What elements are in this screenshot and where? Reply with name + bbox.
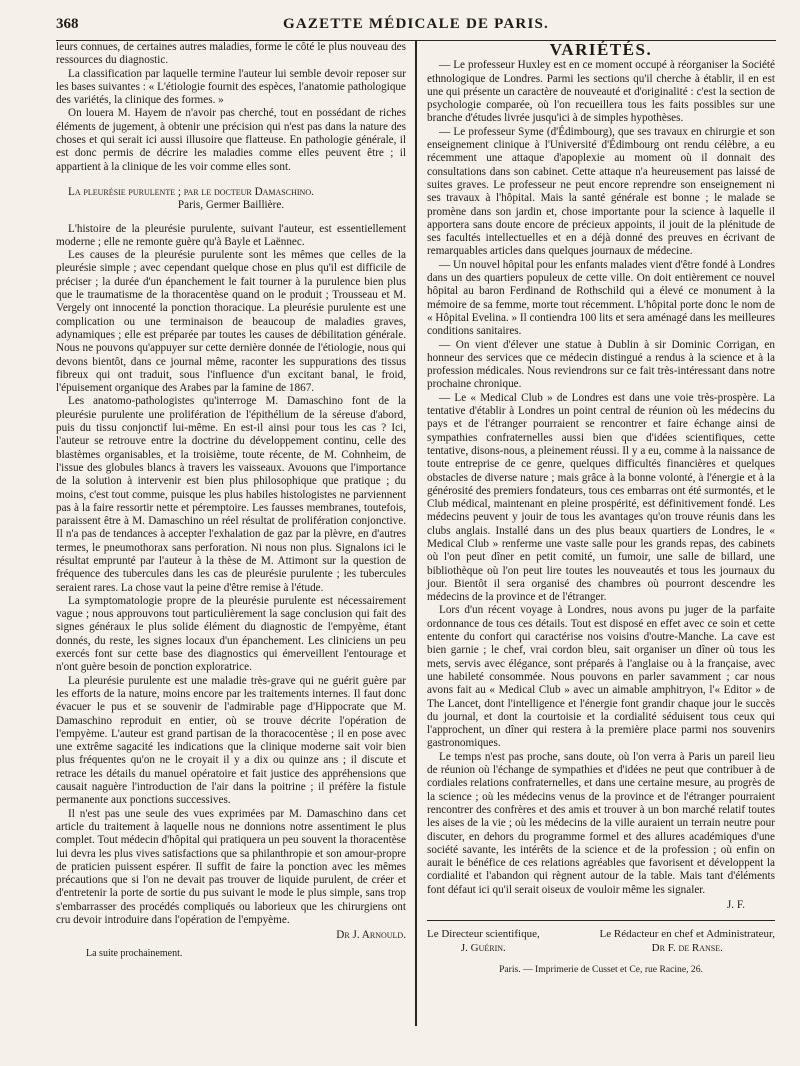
editor-left <box>427 927 540 955</box>
right-column <box>420 41 775 1026</box>
news-paragraph: — Un nouvel hôpital pour les enfants malades vient d'être fondé à Londres dans un des quartiers populeux de cette ville. On doit entièrement ce nouvel hôpital au baron Ferdinand de Rothschild qui a élevé ce monument à la mémoire de sa femme, morte tout récemment. L'hôpital porte donc le nom de « Hôpital Evelina. » Il contiendra 100 lits et sera aménagé dans les meilleures conditions sanitaires. <box>427 258 775 338</box>
news-paragraph: Lors d'un récent voyage à Londres, nous avons pu juger de la parfaite ordonnance de tous ces détails. Tout est disposé en effet avec ce soin et cette entente du confort qui caractérise nos voisins d'outre-Manche. La cave est bien garnie ; le chef, vrai cordon bleu, sait organiser un dîner où tous les mets, servis avec élégance, sont préparés à l'anglaise ou à la française, avec une habileté consommée. Nous pouvons en parler savamment ; car nous avons fait au « Medical Club » avec un aimable amphitryon, l'« Editor » de The Lancet, dont l'intelligence et l'énergie font grandir chaque jour le succès du journal, et dont la courtoisie et la cordialité séduisent tous ceux qui l'approchent, un dîner qui restera à la première place parmi nos souvenirs gastronomiques. <box>427 604 775 750</box>
review-paragraph: Les anatomo-pathologistes qu'interroge M. Damaschino font de la pleurésie purulente une prolifération de l'épithélium de la séreuse d'abord, puis du tissu conjonctif lui-même. En est-il ainsi pour tous les cas ? Ici, l'auteur se retrouve entre la doctrine du développement continu, celle des blastèmes organisables, et la troisième, toute récente, de M. Cohnheim, de l'issue des globules blancs à travers les vaisseaux. Avouons que l'importance de la solution à intervenir est bien plus philosophique que pratique ; du moins, c'est tout comme, puisque les plus habiles histologistes ne parviennent pas à la faire ressortir nette et péremptoire. Les fausses membranes, toutefois, paraissent être à M. Damaschino un réel résultat de prolifération conjonctive. Il n'a pas de tendances à accepter l'exhalation de gaz par la plèvre, en d'autres termes, le pneumothorax sans perforation. Ni nous non plus. Signalons ici le résultat emprunté par l'auteur à la thèse de M. Attimont sur la question de fréquence des tubercules dans les cas de pleurésie purulente ; les tubercules seraient rares. La chose vaut la peine d'être remise à l'étude. <box>56 395 406 594</box>
review-paragraph: La symptomatologie propre de la pleurésie purulente est nécessairement vague ; nous approuvons tout particulièrement la sage conclusion qui fait des signes généraux le plus solide élément du diagnostic de l'empyème, étant donnés, du reste, les signes locaux d'un épanchement. Les cliniciens un peu exercés font sur cette base des diagnostics qui émerveillent l'entourage et n'ont guère besoin de ponction exploratrice. <box>56 594 406 674</box>
news-paragraph: — Le professeur Huxley est en ce moment occupé à réorganiser la Société ethnologique de Londres. Parmi les sections qu'il cherche à établir, il en est une qui présente un caractère de nouveauté et d'originalité : c'est la section de psychologie comparée, où l'on recueillera tous les faits possibles sur une branche d'études livrée jusqu'ici à de simples hypothèses. <box>427 59 775 125</box>
editor-right-name: Dr F. de Ranse. <box>651 942 723 955</box>
section-title: VARIÉTÉS. <box>549 41 653 59</box>
journal-title: GAZETTE MÉDICALE DE PARIS. <box>283 16 549 32</box>
continued-note: La suite prochainement. <box>86 947 183 959</box>
editors-block <box>427 927 775 955</box>
intro-paragraph: leurs connues, de certaines autres maladies, forme le côté le plus nouveau des ressources du diagnostic. <box>56 41 406 67</box>
intro-paragraph: On louera M. Hayem de n'avoir pas cherché, tout en possédant de riches éléments de jugement, à obtenir une précision qui n'est pas dans la nature des choses et qui serait ici aussi illusoire que flatteuse. En pathologie générale, il est donc permis de décrire les maladies comme elles peuvent être ; il appartient à la clinique de les voir comme elles sont. <box>56 107 406 173</box>
review-paragraph: L'histoire de la pleurésie purulente, suivant l'auteur, est essentiellement moderne ; elle ne remonte guère qu'à Bayle et Laënnec. <box>56 222 406 248</box>
review-paragraph: Il n'est pas une seule des vues exprimées par M. Damaschino dans cet article du traitement à laquelle nous ne donnions notre assentiment le plus complet. Tout médecin d'hôpital qui pratiquera un peu souvent la thoracentèse lui devra les plus vives satisfactions que sa philanthropie et son amour-propre de praticien puissent espérer. Il suffit de faire la ponction avec les mêmes précautions que si l'on ne devait pas trouver de liquide purulent, de créer et d'entretenir la porte de sortie du pus suivant le mode le plus simple, sans trop s'embarrasser des procédés compliqués ou laborieux que les chirurgiens ont cru devoir introduire dans l'opération de l'empyème. <box>56 807 406 926</box>
editor-left-role: Le Directeur scientifique, <box>427 928 540 941</box>
editor-left-name: J. Guérin. <box>460 942 506 955</box>
page-number: 368 <box>56 16 79 32</box>
author-signature: Dr J. Arnould. <box>336 929 406 942</box>
intro-paragraph: La classification par laquelle termine l'auteur lui semble devoir reposer sur les bases suivantes : « L'étiologie fournit des espèces, l'anatomie pathologique des variétés, la clinique des formes. » <box>56 67 406 107</box>
review-title <box>56 186 406 199</box>
editor-right-role: Le Rédacteur en chef et Administrateur, <box>599 928 775 941</box>
section-initials: J. F. <box>726 899 745 911</box>
news-paragraph: — On vient d'élever une statue à Dublin à sir Dominic Corrigan, en honneur des services que ce médecin distingué a rendus à la science et à la profession médicales. Nous reviendrons sur ce fait très-intéressant dans notre prochaine chronique. <box>427 338 775 391</box>
review-publisher: Paris, Germer Baillière. <box>177 199 285 212</box>
review-paragraph: La pleurésie purulente est une maladie très-grave qui ne guérit guère par les efforts de la nature, moins encore par les traitements internes. Il faut donc évacuer le pus et se souvenir de l'admirable page d'Hippocrate que M. Damaschino reproduit en entier, où se trouve décrite l'opération de l'empyème. L'auteur est grand partisan de la thoracocentèse ; il en pose avec une extrême sagacité les indications que la clinique moderne sait voir bien plus fréquentes qu'on ne le croyait il y a dix ou quinze ans ; il discute et retrace les détails du manuel opératoire et fait justice des appréhensions que causait naguère l'introduction de l'air dans la poitrine ; il préfère la fistule permanente aux ponctions successives. <box>56 674 406 807</box>
news-paragraph: — Le « Medical Club » de Londres est dans une voie très-prospère. La tentative d'établir à Londres un point central de réunion où les médecins du pays et de l'étranger pourraient se rencontrer et faire échange ainsi de sympathies confraternelles aussi bien que d'idées scientifiques, cette tentative, disons-nous, a pleinement réussi. Il y a eu, comme à la naissance de toute entreprise de ce genre, quelques difficultés financières et quelques obstacles de diverse nature ; mais grâce à la bonne volonté, à l'énergie et à la générosité des premiers fondateurs, tous ces embarras ont été surmontés, et le Club médical, maintenant en pleine prospérité, est définitivement fondé. Les médecins peuvent y jouir de tous les avantages qu'on trouve réunis dans les clubs anglais. Installé dans un des plus beaux quartiers de Londres, le « Medical Club » renferme une vaste salle pour les grands repas, des cabinets où l'on peut dîner en petit comité, un fumoir, une salle de billard, une bibliothèque où l'on peut lire toutes les nouveautés et tous les journaux du jour. Bientôt il sera organisé des chambres où pourront descendre les médecins de la province et de l'étranger. <box>427 391 775 604</box>
news-paragraph: Le temps n'est pas proche, sans doute, où l'on verra à Paris un pareil lieu de réunion où l'échange de sympathies et d'idées ne peut que contribuer à de cordiales relations confraternelles, et dans une certaine mesure, au progrès de la science ; où les médecins venus de la province et de l'étranger pourraient rencontrer des confrères et des amis et trouver à un bon marché relatif toutes les aises de la vie ; où les médecins de la ville auraient un terrain neutre pour discuter, en dehors du programme formel et des allures académiques d'une société savante, les intérêts de la science et de la profession ; où enfin on aurait le bénéfice de ces relations agréables que favorisent et développent la cordialité et l'abandon qui règnent autour de la table. Mais tant d'éléments font défaut ici qu'il serait oiseux de vouloir même les signaler. <box>427 750 775 896</box>
footer-divider <box>427 920 775 921</box>
review-title-text: La pleurésie purulente ; par le docteur Damaschino. <box>68 185 314 198</box>
news-paragraph: — Le professeur Syme (d'Édimbourg), que ses travaux en chirurgie et son enseignement clinique à l'Université d'Édimbourg ont rendu célèbre, a eu récemment une attaque d'apoplexie au moment où il donnait des consultations dans son cabinet. Cette attaque n'a heureusement pas laissé de suites graves. Le professeur ne peut encore reprendre son enseignement ni ses travaux à l'hôpital. Mais la santé générale est bonne ; le malade se promène dans son jardin et, chose importante pour la science à laquelle il apportera sans doute encore de précieux appoints, il jouit de la plénitude de ses facultés intellectuelles et en a déjà donné des preuves en écrivant de remarquables articles dans quelques journaux de médecine. <box>427 125 775 258</box>
article-columns <box>56 41 776 1026</box>
review-paragraph: Les causes de la pleurésie purulente sont les mêmes que celles de la pleurésie simple ; avec cependant quelque chose en plus qu'il est difficile de préciser ; la durée d'un épanchement le fait tourner à la purulence bien plus que le traumatisme de la thoracentèse quand on le produit ; Trousseau et M. Vergely ont innocenté la ponction thoracique. La pleurésie purulente est une complication ou une terminaison de beaucoup de maladies graves, adynamiques ; elle est préparée par toutes les causes de débilitation générale. Nous ne pouvons qu'appuyer sur cette dernière donnée de l'étiologie, nous qui devons bientôt, dans ce journal même, raconter les suppurations des tissus fibreux qui ont traduit, sous l'influence d'un excitant banal, le froid, l'épuisement organique des Arabes par la famine de 1867. <box>56 249 406 395</box>
left-column <box>56 41 411 1026</box>
column-divider <box>415 41 417 1026</box>
printer-line: Paris. — Imprimerie de Cusset et Ce, rue Racine, 26. <box>499 964 703 976</box>
editor-right <box>600 927 775 955</box>
page-header <box>56 14 776 41</box>
